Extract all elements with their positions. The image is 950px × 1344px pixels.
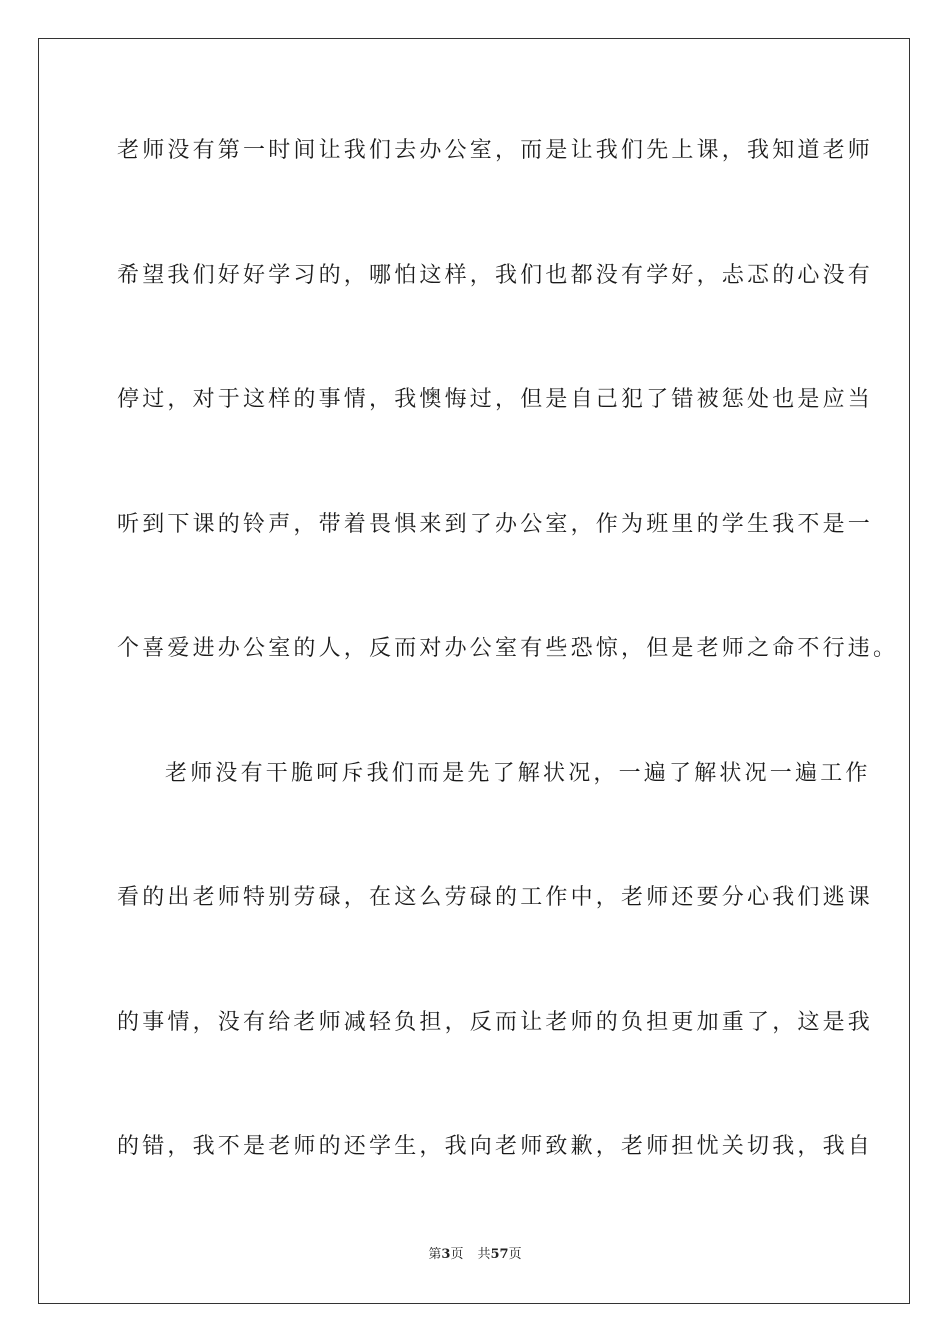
- total-pages: 57: [490, 1247, 509, 1262]
- page-prefix: 第: [428, 1247, 442, 1262]
- text-line: 看的出老师特别劳碌，在这么劳碌的工作中，老师还要分心我们逃课: [117, 885, 874, 910]
- text-line: 个喜爱进办公室的人，反而对办公室有些恐惊，但是老师之命不行违。: [117, 636, 899, 661]
- page-suffix: 页: [450, 1247, 464, 1262]
- text-line: 老师没有第一时间让我们去办公室，而是让我们先上课，我知道老师: [117, 138, 874, 163]
- text-line: 停过，对于这样的事情，我懊悔过，但是自己犯了错被惩处也是应当: [117, 387, 874, 412]
- text-line: 的事情，没有给老师减轻负担，反而让老师的负担更加重了，这是我: [117, 1010, 874, 1035]
- page-number: 3: [441, 1247, 451, 1262]
- text-line: 的错，我不是老师的还学生，我向老师致歉，老师担忧关切我，我自: [117, 1134, 874, 1159]
- page-footer: [0, 1246, 950, 1264]
- paragraph-first-line: 老师没有干脆呵斥我们而是先了解状况，一遍了解状况一遍工作: [165, 761, 871, 786]
- total-prefix: 共: [477, 1247, 491, 1262]
- text-line: 听到下课的铃声，带着畏惧来到了办公室，作为班里的学生我不是一: [117, 512, 874, 537]
- total-suffix: 页: [508, 1247, 522, 1262]
- page-border: [38, 38, 910, 1304]
- text-line: 希望我们好好学习的，哪怕这样，我们也都没有学好，忐忑的心没有: [117, 263, 874, 288]
